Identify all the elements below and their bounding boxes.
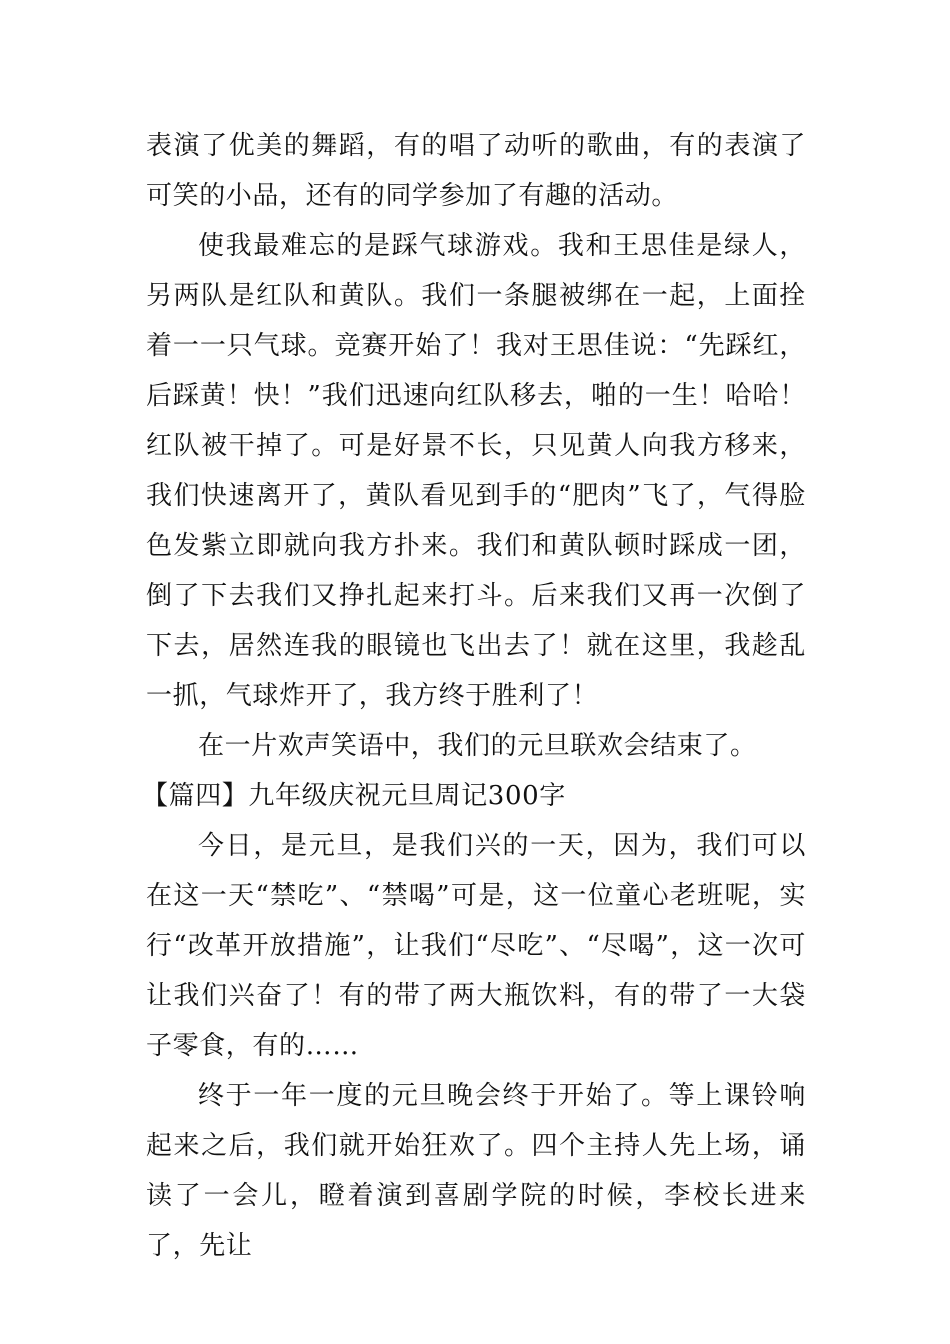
paragraph-continued: 表演了优美的舞蹈，有的唱了动听的歌曲，有的表演了可笑的小品，还有的同学参加了有趣的活动。 [146, 131, 806, 211]
paragraph-new-year-day: 今日，是元旦，是我们兴的一天，因为，我们可以在这一天“禁吃”、“禁喝”可是，这一位童心老班呢，实行“改革开放措施”，让我们“尽吃”、“尽喝”，这一次可让我们兴奋了！有的带了两大瓶饮料，有的带了一大袋子零食，有的…… [146, 831, 806, 1061]
section-heading: 【篇四】九年级庆祝元旦周记300字 [142, 781, 566, 811]
paragraph-balloon-game: 使我最难忘的是踩气球游戏。我和王思佳是绿人，另两队是红队和黄队。我们一条腿被绑在一起，上面拴着一一只气球。竞赛开始了！我对王思佳说：“先踩红，后踩黄！快！”我们迅速向红队移去，啪的一生！哈哈！红队被干掉了。可是好景不长，只见黄人向我方移来，我们快速离开了，黄队看见到手的“肥肉”飞了，气得脸色发紫立即就向我方扑来。我们和黄队顿时踩成一团，倒了下去我们又挣扎起来打斗。后来我们又再一次倒了下去，居然连我的眼镜也飞出去了！就在这里，我趁乱一抓，气球炸开了，我方终于胜利了！ [146, 231, 806, 711]
document-body [142, 121, 806, 1271]
paragraph-evening-party: 终于一年一度的元旦晚会终于开始了。等上课铃响起来之后，我们就开始狂欢了。四个主持人先上场，诵读了一会儿，瞪着演到喜剧学院的时候，李校长进来了，先让 [146, 1081, 806, 1261]
paragraph-party-end: 在一片欢声笑语中，我们的元旦联欢会结束了。 [198, 731, 757, 761]
